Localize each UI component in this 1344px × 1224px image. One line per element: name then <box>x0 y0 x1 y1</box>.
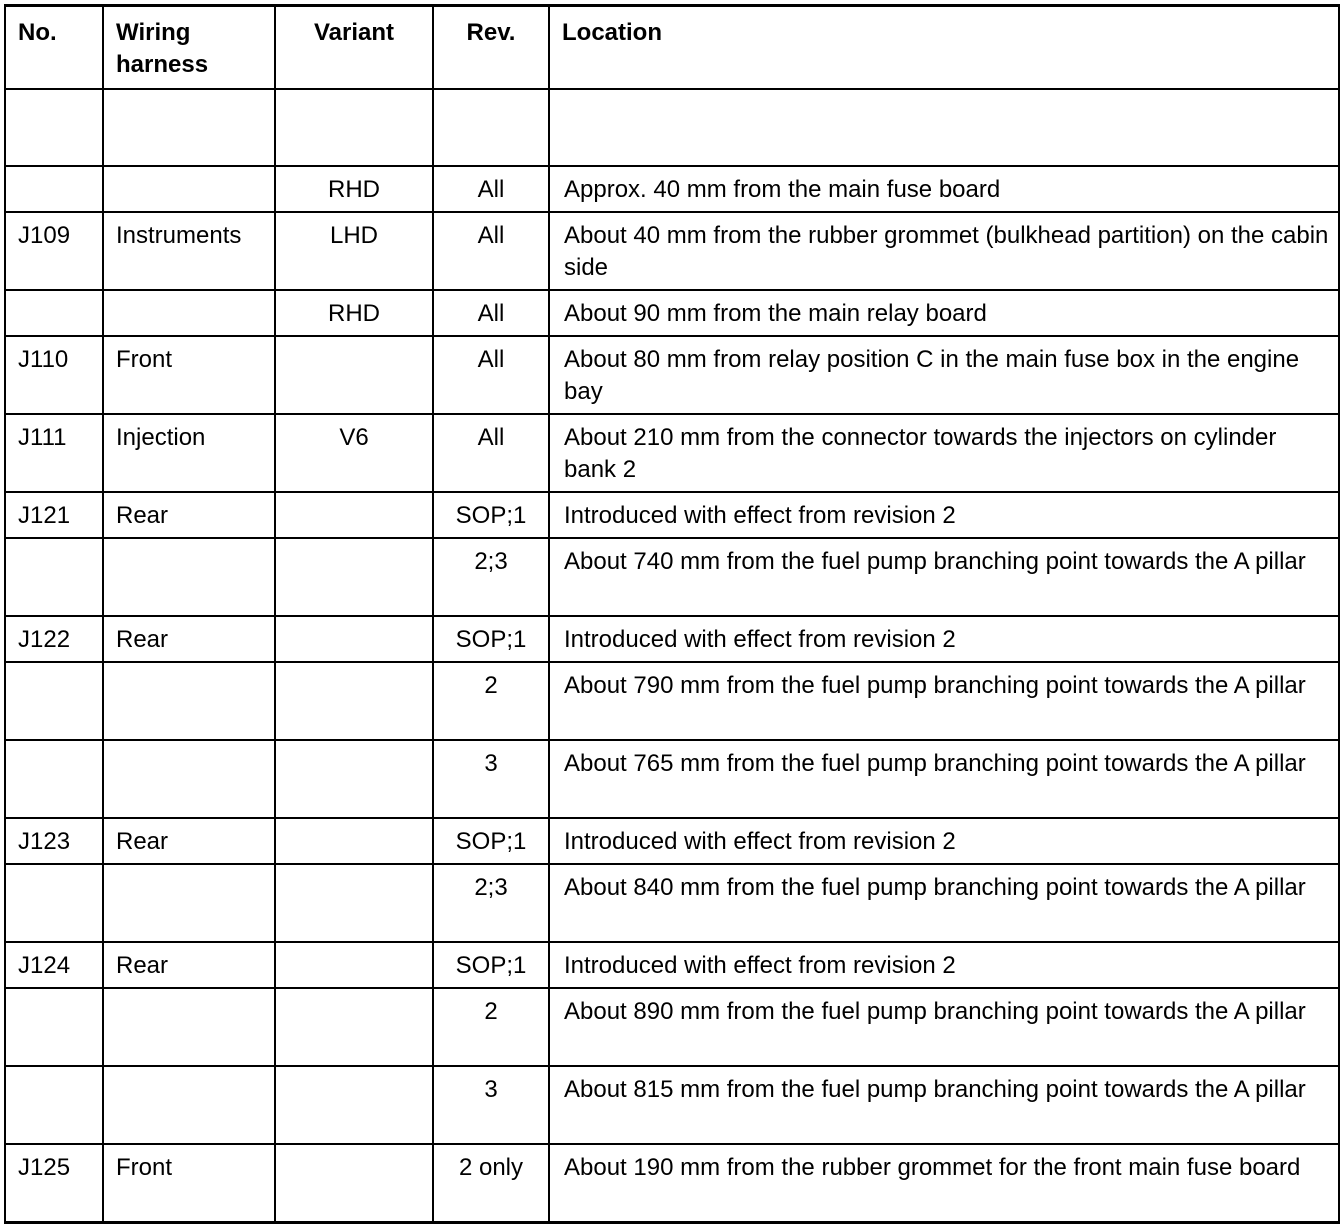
cell-harness: Rear <box>103 492 275 538</box>
cell-variant <box>275 89 433 166</box>
cell-no <box>5 538 103 616</box>
cell-variant <box>275 740 433 818</box>
cell-rev: All <box>433 166 549 212</box>
table-row <box>5 290 1339 336</box>
cell-harness <box>103 988 275 1066</box>
cell-location: Introduced with effect from revision 2 <box>549 818 1339 864</box>
cell-no <box>5 89 103 166</box>
cell-rev: All <box>433 336 549 414</box>
cell-no <box>5 290 103 336</box>
cell-variant <box>275 492 433 538</box>
cell-rev: SOP;1 <box>433 818 549 864</box>
cell-no: J111 <box>5 414 103 492</box>
table-row <box>5 616 1339 662</box>
cell-harness: Rear <box>103 818 275 864</box>
cell-variant <box>275 616 433 662</box>
cell-rev: 2;3 <box>433 538 549 616</box>
table-row <box>5 89 1339 166</box>
cell-location: About 80 mm from relay position C in the main fuse box in the engine bay <box>549 336 1339 414</box>
cell-no <box>5 740 103 818</box>
table-row <box>5 818 1339 864</box>
cell-location: About 90 mm from the main relay board <box>549 290 1339 336</box>
cell-no <box>5 988 103 1066</box>
cell-rev: All <box>433 414 549 492</box>
wiring-harness-table <box>4 4 1340 1224</box>
cell-harness: Rear <box>103 942 275 988</box>
table-row <box>5 662 1339 740</box>
cell-no <box>5 662 103 740</box>
cell-harness <box>103 290 275 336</box>
cell-variant: RHD <box>275 166 433 212</box>
cell-harness: Front <box>103 1144 275 1223</box>
table-row <box>5 988 1339 1066</box>
cell-no <box>5 864 103 942</box>
cell-variant <box>275 818 433 864</box>
cell-location: About 815 mm from the fuel pump branching point towards the A pillar <box>549 1066 1339 1144</box>
table-header-row <box>5 6 1339 90</box>
cell-location <box>549 89 1339 166</box>
cell-rev: 3 <box>433 740 549 818</box>
cell-harness <box>103 740 275 818</box>
cell-rev <box>433 89 549 166</box>
cell-variant <box>275 864 433 942</box>
table-row <box>5 414 1339 492</box>
table-row <box>5 864 1339 942</box>
cell-rev: SOP;1 <box>433 616 549 662</box>
cell-no: J109 <box>5 212 103 290</box>
cell-variant <box>275 1144 433 1223</box>
header-location: Location <box>549 6 1339 90</box>
cell-rev: SOP;1 <box>433 942 549 988</box>
cell-harness: Front <box>103 336 275 414</box>
cell-rev: SOP;1 <box>433 492 549 538</box>
cell-no: J125 <box>5 1144 103 1223</box>
cell-location: About 840 mm from the fuel pump branching point towards the A pillar <box>549 864 1339 942</box>
cell-location: About 210 mm from the connector towards the injectors on cylinder bank 2 <box>549 414 1339 492</box>
cell-no: J121 <box>5 492 103 538</box>
cell-harness <box>103 89 275 166</box>
header-no: No. <box>5 6 103 90</box>
cell-variant: RHD <box>275 290 433 336</box>
cell-rev: 2 <box>433 988 549 1066</box>
cell-location: About 765 mm from the fuel pump branching point towards the A pillar <box>549 740 1339 818</box>
table-row <box>5 166 1339 212</box>
cell-location: About 740 mm from the fuel pump branching point towards the A pillar <box>549 538 1339 616</box>
cell-no <box>5 1066 103 1144</box>
cell-rev: 2;3 <box>433 864 549 942</box>
cell-location: Introduced with effect from revision 2 <box>549 616 1339 662</box>
cell-harness: Rear <box>103 616 275 662</box>
table-row <box>5 336 1339 414</box>
cell-variant <box>275 988 433 1066</box>
cell-location: About 40 mm from the rubber grommet (bulkhead partition) on the cabin side <box>549 212 1339 290</box>
table-row <box>5 1144 1339 1223</box>
cell-variant <box>275 538 433 616</box>
cell-variant <box>275 336 433 414</box>
cell-no <box>5 166 103 212</box>
cell-location: About 890 mm from the fuel pump branching point towards the A pillar <box>549 988 1339 1066</box>
cell-variant: V6 <box>275 414 433 492</box>
cell-variant <box>275 1066 433 1144</box>
table-row <box>5 740 1339 818</box>
table-row <box>5 212 1339 290</box>
header-rev: Rev. <box>433 6 549 90</box>
cell-harness <box>103 662 275 740</box>
cell-no: J122 <box>5 616 103 662</box>
cell-location: Introduced with effect from revision 2 <box>549 492 1339 538</box>
cell-location: Approx. 40 mm from the main fuse board <box>549 166 1339 212</box>
cell-variant <box>275 942 433 988</box>
cell-variant <box>275 662 433 740</box>
cell-no: J110 <box>5 336 103 414</box>
table-row <box>5 1066 1339 1144</box>
cell-harness: Instruments <box>103 212 275 290</box>
cell-rev: All <box>433 212 549 290</box>
cell-location: About 190 mm from the rubber grommet for the front main fuse board <box>549 1144 1339 1223</box>
cell-rev: All <box>433 290 549 336</box>
cell-harness <box>103 1066 275 1144</box>
cell-rev: 3 <box>433 1066 549 1144</box>
header-wiring-harness: Wiring harness <box>103 6 275 90</box>
cell-harness: Injection <box>103 414 275 492</box>
table-row <box>5 538 1339 616</box>
cell-location: Introduced with effect from revision 2 <box>549 942 1339 988</box>
cell-harness <box>103 166 275 212</box>
cell-location: About 790 mm from the fuel pump branching point towards the A pillar <box>549 662 1339 740</box>
cell-harness <box>103 538 275 616</box>
cell-no: J123 <box>5 818 103 864</box>
cell-variant: LHD <box>275 212 433 290</box>
header-variant: Variant <box>275 6 433 90</box>
cell-rev: 2 only <box>433 1144 549 1223</box>
table-row <box>5 942 1339 988</box>
table-row <box>5 492 1339 538</box>
cell-rev: 2 <box>433 662 549 740</box>
cell-no: J124 <box>5 942 103 988</box>
cell-harness <box>103 864 275 942</box>
